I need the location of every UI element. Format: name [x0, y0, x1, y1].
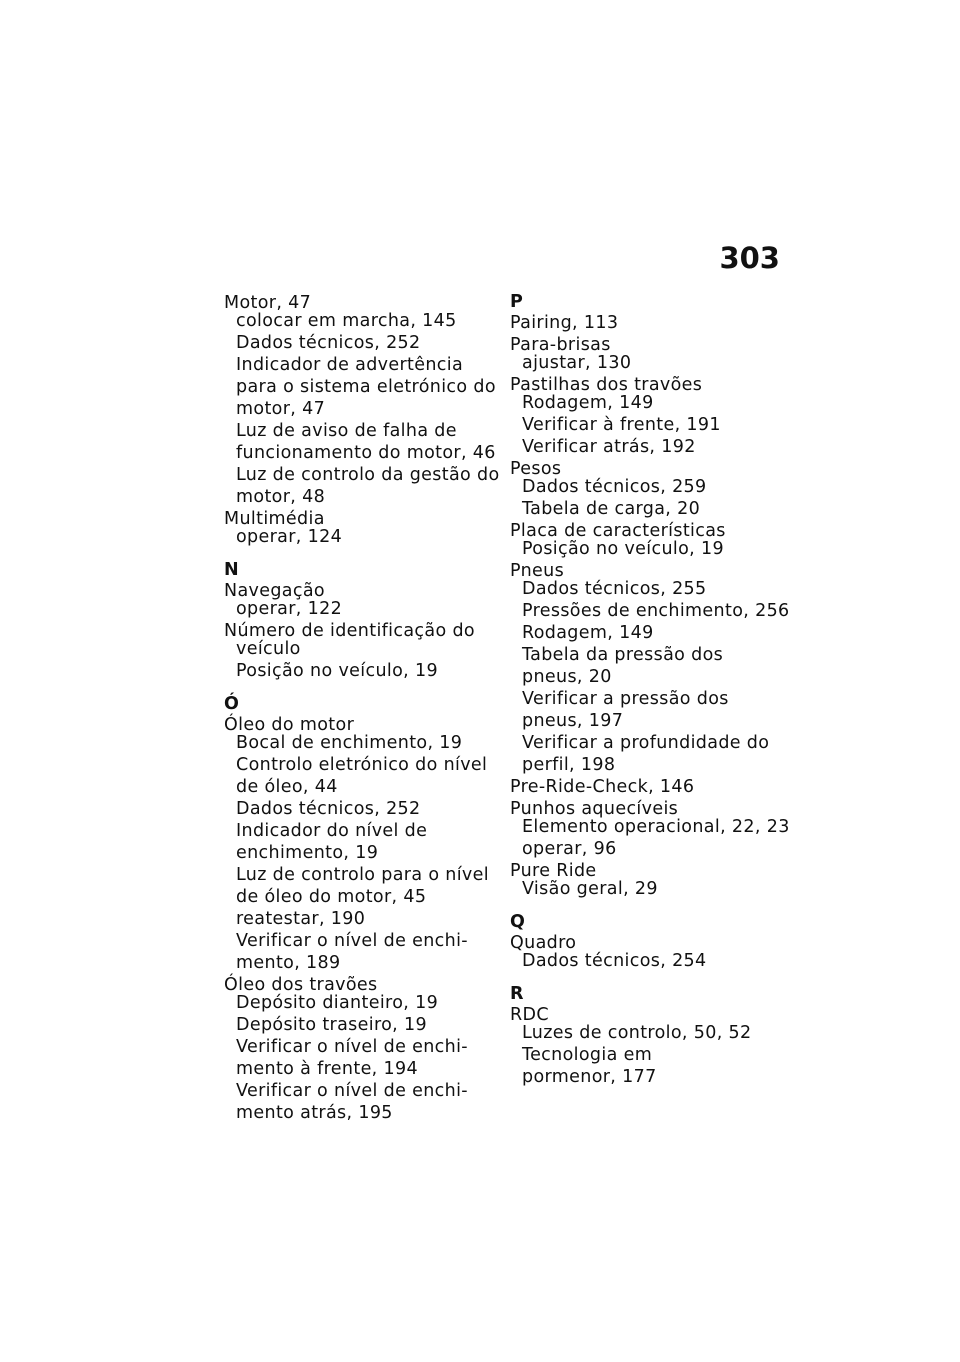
index-term: Multimédia — [224, 509, 325, 529]
index-entry — [510, 1004, 800, 1088]
index-letter-heading: Q — [510, 912, 526, 932]
page-number: 303 — [719, 241, 780, 275]
index-subterm: Dados técnicos, 254 — [522, 951, 707, 971]
index-entry — [510, 458, 800, 520]
index-term: Pneus — [510, 561, 565, 581]
index-entry — [224, 974, 494, 1124]
index-subterm: Dados técnicos, 255 — [522, 579, 707, 599]
index-entry — [510, 334, 800, 374]
index-subterm: Verificar o nível de enchi- — [236, 1081, 468, 1101]
index-subterm: pormenor, 177 — [522, 1067, 657, 1087]
index-entry — [224, 620, 494, 682]
index-entry — [510, 560, 800, 776]
index-column-left — [224, 292, 500, 1124]
index-subterm: pneus, 20 — [522, 667, 612, 687]
index-subterm: Posição no veículo, 19 — [236, 661, 438, 681]
index-subterm: motor, 48 — [236, 487, 326, 507]
index-subterm: Tecnologia em — [522, 1045, 653, 1065]
index-subterm: Dados técnicos, 252 — [236, 333, 421, 353]
index-subterm: Rodagem, 149 — [522, 623, 654, 643]
index-term: Óleo do motor — [224, 715, 355, 735]
index-entry — [510, 520, 800, 560]
index-letter-heading: P — [510, 292, 524, 312]
index-subterm: mento atrás, 195 — [236, 1103, 393, 1123]
index-entry — [510, 798, 800, 860]
index-subterm: Luz de aviso de falha de — [236, 421, 457, 441]
index-term: Óleo dos travões — [224, 975, 378, 995]
index-subterm: Tabela da pressão dos — [522, 645, 724, 665]
index-entry — [224, 292, 500, 508]
index-subterm: Indicador de advertência — [236, 355, 464, 375]
index-term: Quadro — [510, 933, 577, 953]
index-subterm: de óleo, 44 — [236, 777, 338, 797]
index-subterm: perfil, 198 — [522, 755, 616, 775]
index-subterm: Luz de controlo para o nível — [236, 865, 489, 885]
index-subterm: veículo — [236, 639, 301, 659]
index-subterm: mento, 189 — [236, 953, 341, 973]
index-subterm: Elemento operacional, 22, 23 — [522, 817, 790, 837]
index-subterm: pneus, 197 — [522, 711, 624, 731]
index-term: Motor, 47 — [224, 293, 312, 313]
index-subterm: Visão geral, 29 — [522, 879, 658, 899]
index-letter-heading: Ó — [224, 694, 240, 714]
index-subterm: Verificar o nível de enchi- — [236, 931, 468, 951]
index-subterm: motor, 47 — [236, 399, 326, 419]
index-term: Pastilhas dos travões — [510, 375, 703, 395]
index-entry — [224, 508, 494, 548]
index-subterm: funcionamento do motor, 46 — [236, 443, 496, 463]
index-subterm: Dados técnicos, 252 — [236, 799, 421, 819]
index-term: Pesos — [510, 459, 562, 479]
index-term: Navegação — [224, 581, 325, 601]
index-subterm: mento à frente, 194 — [236, 1059, 418, 1079]
index-term: Pure Ride — [510, 861, 597, 881]
index-term: RDC — [510, 1005, 549, 1025]
index-subterm: Verificar a profundidade do — [522, 733, 770, 753]
index-entry — [510, 932, 800, 972]
index-subterm: Verificar atrás, 192 — [522, 437, 696, 457]
index-subterm: Depósito dianteiro, 19 — [236, 993, 439, 1013]
index-term: Para-brisas — [510, 335, 611, 355]
index-subterm: Bocal de enchimento, 19 — [236, 733, 463, 753]
index-subterm: operar, 96 — [522, 839, 617, 859]
index-subterm: Tabela de carga, 20 — [522, 499, 701, 519]
index-entry — [510, 312, 800, 334]
index-subterm: Dados técnicos, 259 — [522, 477, 707, 497]
index-entry — [224, 580, 494, 620]
index-subterm: Posição no veículo, 19 — [522, 539, 724, 559]
index-subterm: de óleo do motor, 45 — [236, 887, 427, 907]
index-subterm: Indicador do nível de — [236, 821, 428, 841]
index-entry — [510, 374, 800, 458]
index-subterm: colocar em marcha, 145 — [236, 311, 457, 331]
index-subterm: Verificar o nível de enchi- — [236, 1037, 468, 1057]
index-subterm: operar, 122 — [236, 599, 343, 619]
index-subterm: Luz de controlo da gestão do — [236, 465, 500, 485]
index-column-right — [510, 292, 800, 1088]
index-subterm: Controlo eletrónico do nível — [236, 755, 488, 775]
index-subterm: Rodagem, 149 — [522, 393, 654, 413]
index-entry — [510, 860, 800, 900]
index-subterm: enchimento, 19 — [236, 843, 379, 863]
index-subterm: para o sistema eletrónico do — [236, 377, 496, 397]
index-term: Pairing, 113 — [510, 313, 619, 333]
index-term: Número de identificação do — [224, 621, 475, 641]
index-subterm: Pressões de enchimento, 256 — [522, 601, 790, 621]
index-subterm: operar, 124 — [236, 527, 343, 547]
index-term: Pre-Ride-Check, 146 — [510, 777, 695, 797]
index-entry — [224, 714, 494, 974]
index-subterm: Verificar à frente, 191 — [522, 415, 721, 435]
index-subterm: Depósito traseiro, 19 — [236, 1015, 427, 1035]
index-term: Placa de características — [510, 521, 726, 541]
index-entry — [510, 776, 800, 798]
index-subterm: Luzes de controlo, 50, 52 — [522, 1023, 752, 1043]
index-subterm: reatestar, 190 — [236, 909, 366, 929]
index-letter-heading: N — [224, 560, 239, 580]
index-subterm: ajustar, 130 — [522, 353, 632, 373]
index-letter-heading: R — [510, 984, 524, 1004]
index-term: Punhos aquecíveis — [510, 799, 679, 819]
index-subterm: Verificar a pressão dos — [522, 689, 729, 709]
